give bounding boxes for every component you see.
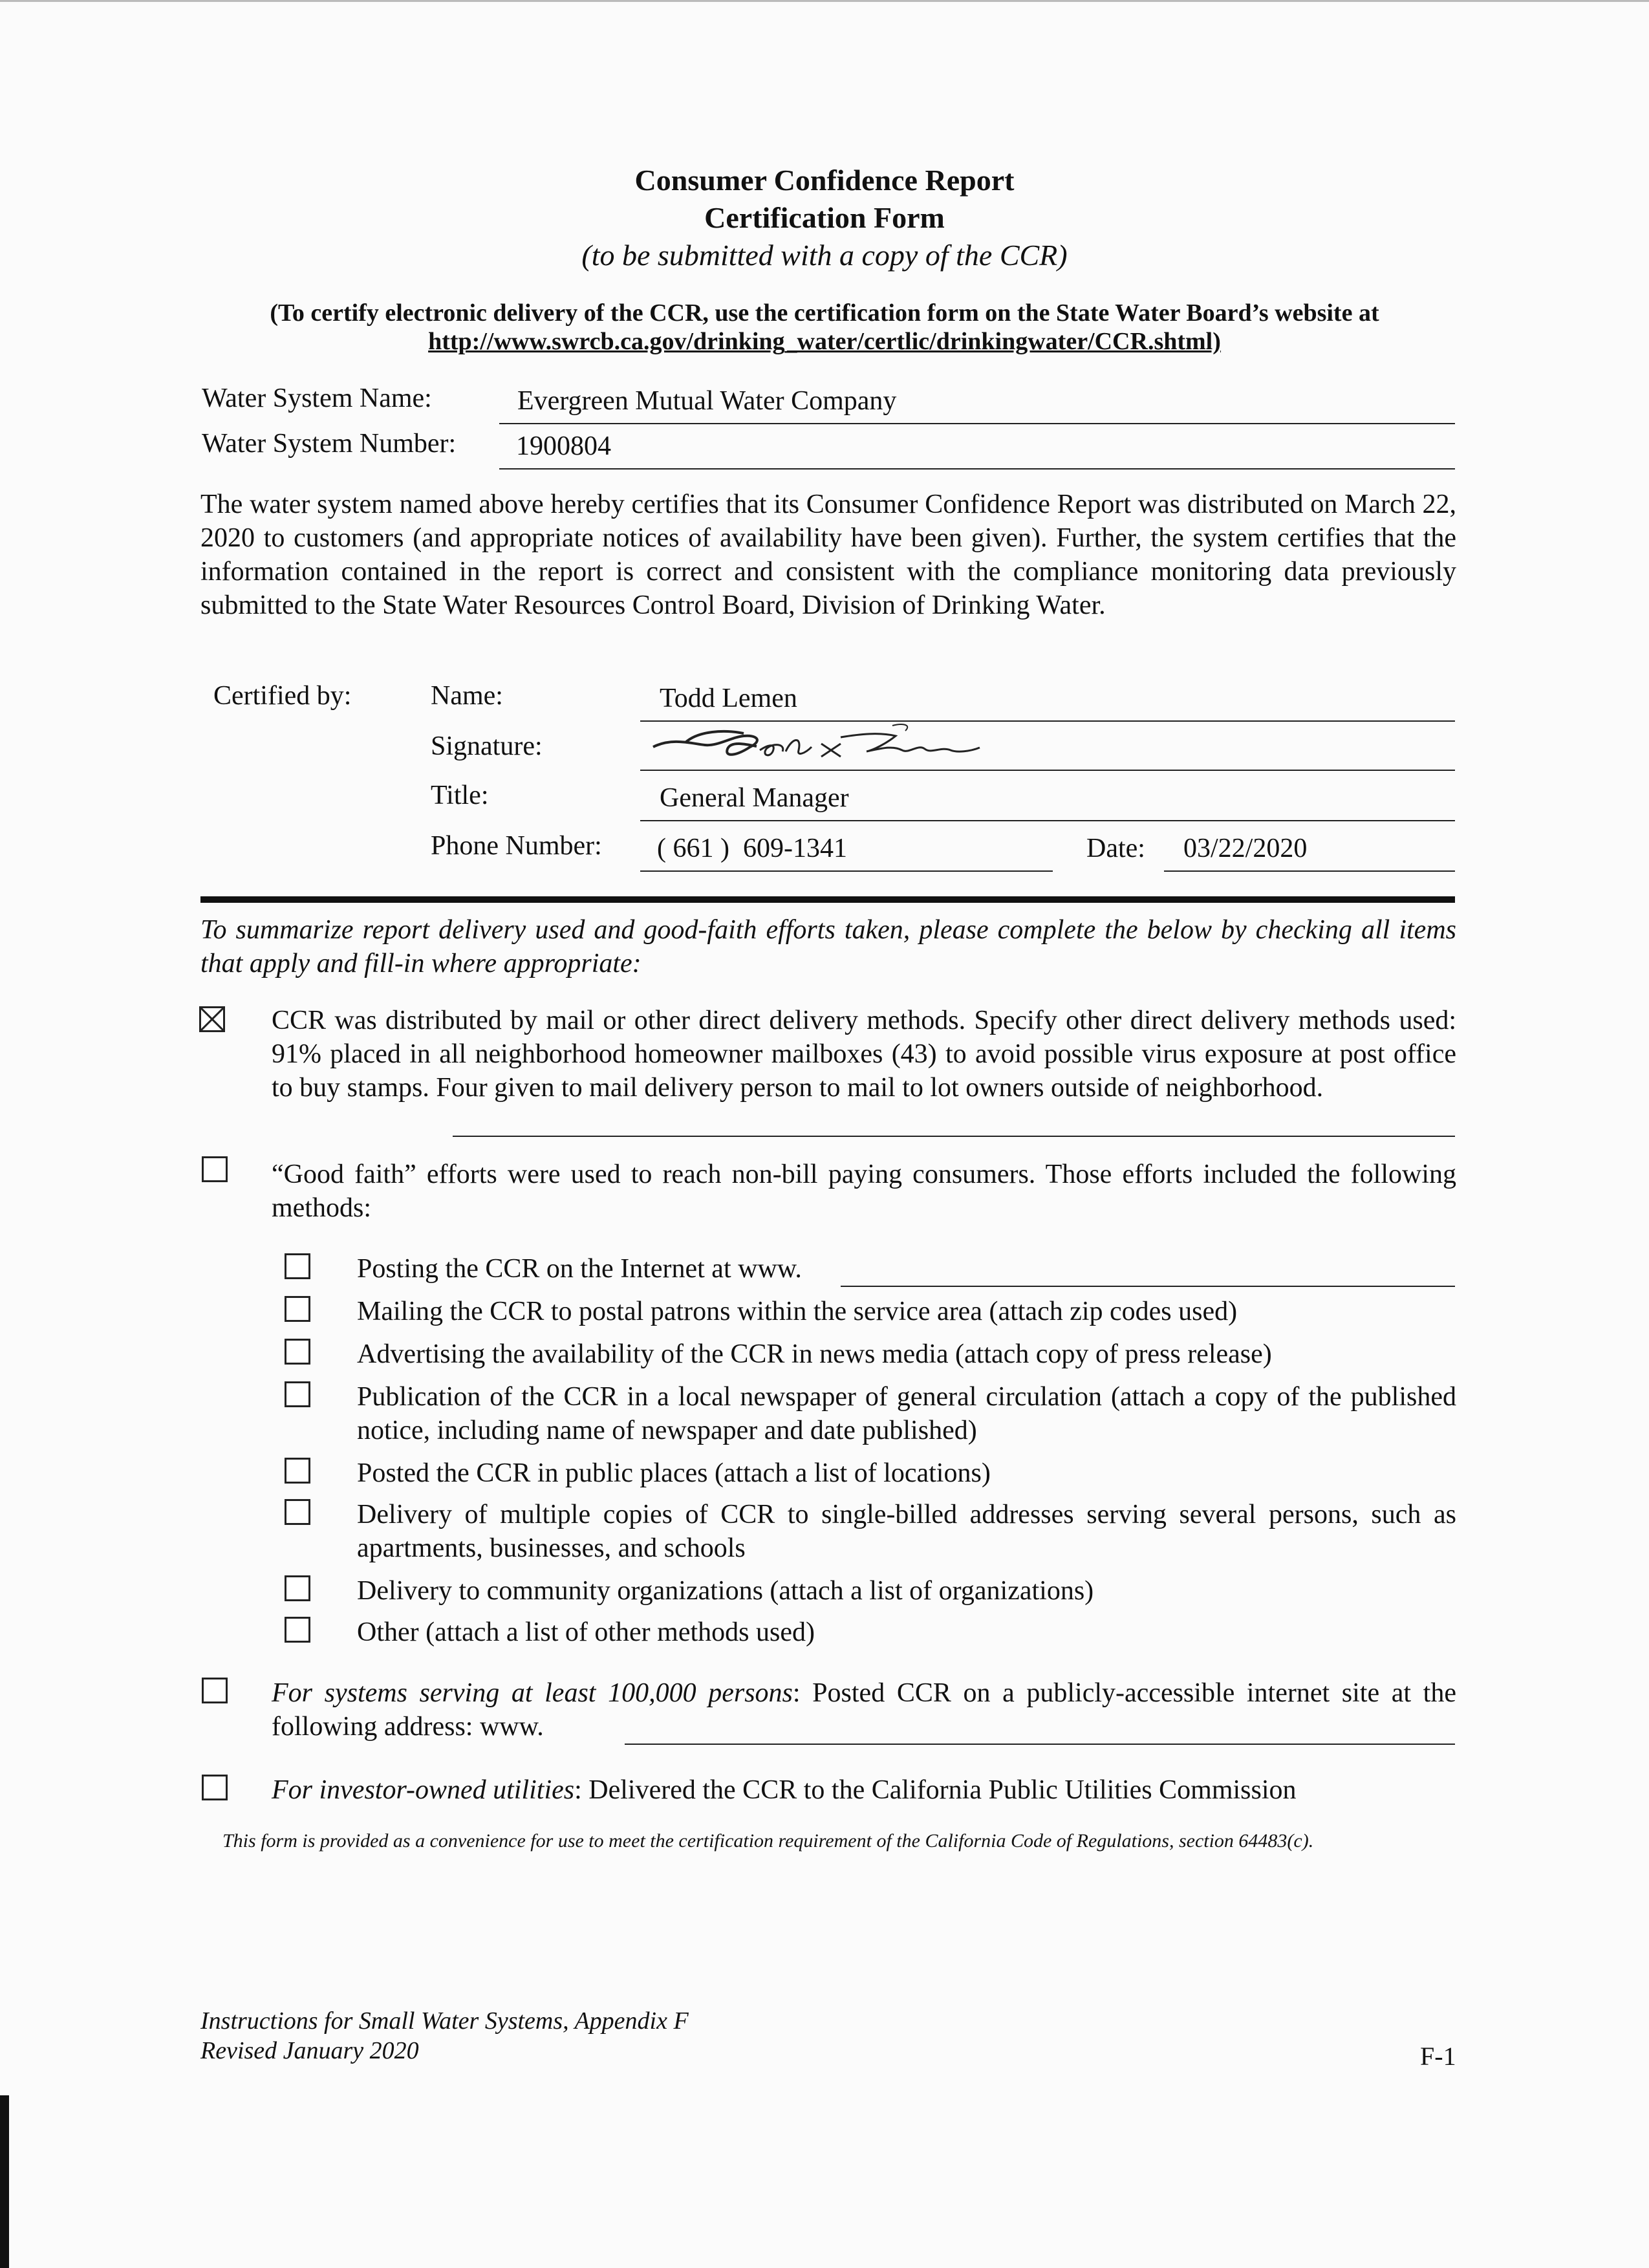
regulation-footnote: This form is provided as a convenience for use to meet the certification requirement of the California Code of Regulations, section 64483(c).: [222, 1830, 1314, 1852]
cert-name-value[interactable]: Todd Lemen: [660, 684, 797, 713]
cert-date-value[interactable]: 03/22/2020: [1183, 834, 1308, 863]
method-advertising-text: Advertising the availability of the CCR in news media (attach copy of press release): [357, 1339, 1272, 1369]
method-community-orgs-checkbox[interactable]: [285, 1575, 310, 1601]
water-system-name-label: Water System Name:: [202, 383, 432, 413]
method-publication-text: Publication of the CCR in a local newspaper of general circulation (attach a copy of the published notice, including name of newspaper and date published): [357, 1382, 1456, 1445]
form-title: Consumer Confidence Report: [634, 164, 1015, 197]
electronic-note-text: (To certify electronic delivery of the CCR, use the certification form on the State Water Board’s website at: [270, 299, 1379, 327]
water-system-number-line: [499, 468, 1455, 470]
investor-owned-label: : Delivered the CCR to the California Public Utilities Commission: [574, 1775, 1297, 1805]
method-mailing-text: Mailing the CCR to postal patrons within the service area (attach zip codes used): [357, 1297, 1238, 1326]
investor-owned-prefix: For investor-owned utilities: [272, 1775, 575, 1805]
method-mailing-checkbox[interactable]: [285, 1296, 310, 1322]
direct-delivery-checkbox[interactable]: [199, 1006, 225, 1032]
cert-title-label: Title:: [431, 781, 489, 810]
footer-instructions: [200, 2006, 689, 2066]
good-faith-checkbox[interactable]: [202, 1156, 228, 1182]
investor-owned-text: [272, 1773, 1456, 1807]
water-system-name-line: [499, 423, 1455, 424]
direct-delivery-text: [272, 1004, 1456, 1105]
large-systems-prefix: For systems serving at least 100,000 persons: [272, 1678, 793, 1708]
method-public-places-text: Posted the CCR in public places (attach a list of locations): [357, 1458, 991, 1488]
form-title-sub: Certification Form: [704, 201, 945, 234]
electronic-delivery-note: [194, 299, 1455, 356]
water-system-number-value[interactable]: 1900804: [516, 431, 611, 461]
signature-image: [647, 718, 996, 770]
method-multiple-copies-text: Delivery of multiple copies of CCR to single-billed addresses serving several persons, such as apartments, businesses, and schools: [357, 1500, 1456, 1563]
footer-line-2: Revised January 2020: [200, 2037, 419, 2064]
cert-name-label: Name:: [431, 681, 503, 711]
footer-line-1: Instructions for Small Water Systems, Appendix F: [200, 2007, 689, 2035]
direct-delivery-label: CCR was distributed by mail or other direct delivery methods. Specify other direct delivery methods used: 91% placed in all neighborhood homeowner mailboxes (43) to avoid possible virus exposure at post office to buy stamps. Four given to mail delivery person to mail to lot owners outside of neighborhood.: [272, 1006, 1456, 1103]
form-subtitle: (to be submitted with a copy of the CCR): [581, 239, 1068, 272]
cert-date-label: Date:: [1086, 834, 1145, 863]
method-other-text: Other (attach a list of other methods used): [357, 1617, 815, 1647]
section-divider: [200, 896, 1455, 903]
cert-signature-label: Signature:: [431, 731, 543, 761]
method-internet-checkbox[interactable]: [285, 1253, 310, 1279]
water-system-name-value[interactable]: Evergreen Mutual Water Company: [517, 386, 897, 416]
summary-instruction: To summarize report delivery used and good-faith efforts taken, please complete the below by checking all items that apply and fill-in where appropriate:: [200, 915, 1456, 978]
cert-signature-line: [640, 770, 1455, 771]
large-systems-fill-line: [625, 1744, 1455, 1745]
method-internet-text: Posting the CCR on the Internet at www.: [357, 1254, 802, 1284]
certification-statement: The water system named above hereby certifies that its Consumer Confidence Report was distributed on March 22, 2020 to customers (and appropriate notices of availability have been given). Further, the system certifies that the information contained in the report is correct and consistent with the compliance monitoring data previously submitted to the State Water Resources Control Board, Division of Drinking Water.: [200, 490, 1456, 620]
good-faith-text: “Good faith” efforts were used to reach non-bill paying consumers. Those efforts included the following methods:: [272, 1160, 1456, 1223]
method-multiple-copies-checkbox[interactable]: [285, 1499, 310, 1525]
cert-date-line: [1164, 870, 1455, 872]
cert-title-line: [640, 820, 1455, 821]
large-systems-checkbox[interactable]: [202, 1678, 228, 1703]
method-advertising-checkbox[interactable]: [285, 1339, 310, 1365]
water-system-number-label: Water System Number:: [202, 429, 457, 459]
large-systems-text: [272, 1676, 1456, 1744]
large-systems-label: : Posted CCR on a publicly-accessible internet site at the following address: www.: [272, 1678, 1456, 1742]
method-publication-checkbox[interactable]: [285, 1381, 310, 1407]
method-public-places-checkbox[interactable]: [285, 1458, 310, 1484]
investor-owned-checkbox[interactable]: [202, 1775, 228, 1800]
direct-delivery-fill-line: [453, 1136, 1455, 1137]
page-number: F-1: [1420, 2042, 1456, 2071]
cert-phone-value[interactable]: ( 661 ) 609-1341: [657, 834, 847, 863]
certified-by-label: Certified by:: [213, 681, 352, 711]
cert-phone-line: [640, 870, 1053, 872]
cert-title-value[interactable]: General Manager: [660, 783, 849, 813]
method-other-checkbox[interactable]: [285, 1617, 310, 1643]
method-internet-fill-line: [841, 1286, 1455, 1287]
method-community-orgs-text: Delivery to community organizations (attach a list of organizations): [357, 1576, 1094, 1606]
scan-edge-top: [0, 0, 1649, 2]
scan-edge-left: [0, 2095, 9, 2268]
electronic-url-link[interactable]: http://www.swrcb.ca.gov/drinking_water/certlic/drinkingwater/CCR.shtml): [428, 328, 1221, 355]
cert-phone-label: Phone Number:: [431, 831, 602, 861]
